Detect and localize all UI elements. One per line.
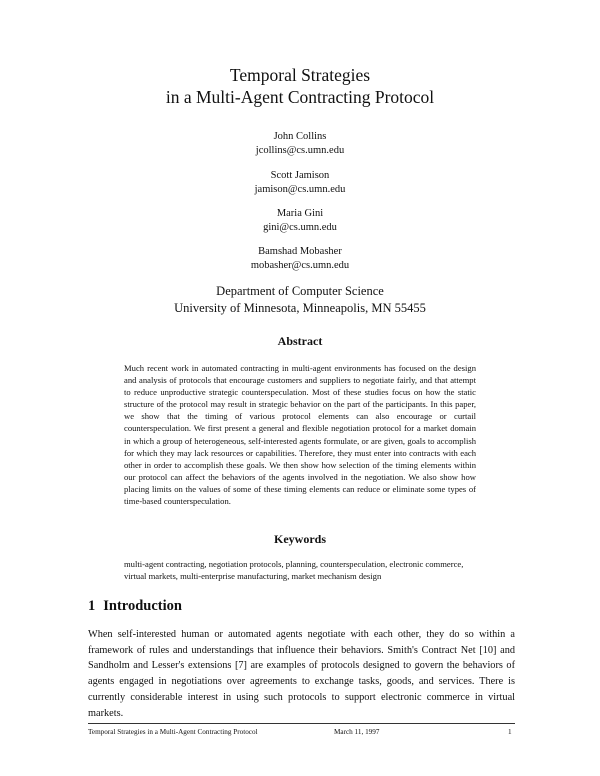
affiliation	[0, 283, 600, 317]
abstract-text: Much recent work in automated contracting in multi-agent environments has focused on the design and analysis of protocols that encourage customers and suppliers to negotiate fairly, and that attempt to reduce unproductive strategic counterspeculation. Most of these studies focus on how the static structure of the protocol may result in strategic behavior on the part of the participants. In this paper, we show that the timing of various protocol elements can also encourage or curtail counterspeculation. We first present a general and flexible negotiation protocol for a market domain in which a group of heterogeneous, self-interested agents formulate, or are given, goals to accomplish for which they may lack resources or capabilities. Therefore, they must enter into contracts with each other in order to accomplish these goals. We then show how selection of the timing elements within our protocol can affect the behaviors of the agents involved in the negotiation. We also show how placing limits on the values of some of these timing elements can reduce or eliminate some types of time-based counterspeculation.	[124, 363, 476, 507]
footer-date: March 11, 1997	[334, 728, 380, 736]
author-email: jcollins@cs.umn.edu	[255, 145, 345, 156]
footer-running-title: Temporal Strategies in a Multi-Agent Contracting Protocol	[88, 728, 258, 736]
affiliation-university: University of Minnesota, Minneapolis, MN 55455	[174, 301, 426, 315]
section-heading	[88, 598, 182, 615]
affiliation-dept: Department of Computer Science	[216, 284, 384, 298]
author-email: gini@cs.umn.edu	[263, 222, 337, 233]
section-number: 1	[88, 598, 96, 614]
section-title: Introduction	[103, 598, 182, 614]
author-name: Bamshad Mobasher	[258, 246, 342, 257]
abstract-heading: Abstract	[277, 334, 323, 348]
author-name: Maria Gini	[276, 208, 324, 219]
paper-title	[0, 64, 600, 108]
author-block	[0, 130, 600, 158]
page-number: 1	[508, 728, 512, 736]
footer-divider	[88, 723, 515, 724]
keywords-text: multi-agent contracting, negotiation protocols, planning, counterspeculation, electronic commerce, virtual markets, multi-enterprise manufacturing, market mechanism design	[124, 559, 464, 582]
author-email: jamison@cs.umn.edu	[254, 184, 346, 195]
author-email: mobasher@cs.umn.edu	[250, 260, 350, 271]
author-name: John Collins	[273, 131, 327, 142]
author-block	[0, 245, 600, 273]
author-name: Scott Jamison	[270, 170, 330, 181]
introduction-paragraph: When self-interested human or automated agents negotiate with each other, they do so within a framework of rules and understandings that influence their behaviors. Smith's Contract Net [10] and Sandholm and Lesser's extensions [7] are examples of protocols designed to govern the behaviors of agents engaged in negotiations over agreements to exchange tasks, goods, and services. There is currently considerable interest in using such protocols to support electronic commerce in virtual markets.	[88, 629, 515, 719]
author-block	[0, 169, 600, 197]
title-line-1: Temporal Strategies	[229, 65, 371, 85]
author-block	[0, 207, 600, 235]
title-line-2: in a Multi-Agent Contracting Protocol	[165, 87, 435, 107]
keywords-heading: Keywords	[274, 532, 326, 546]
